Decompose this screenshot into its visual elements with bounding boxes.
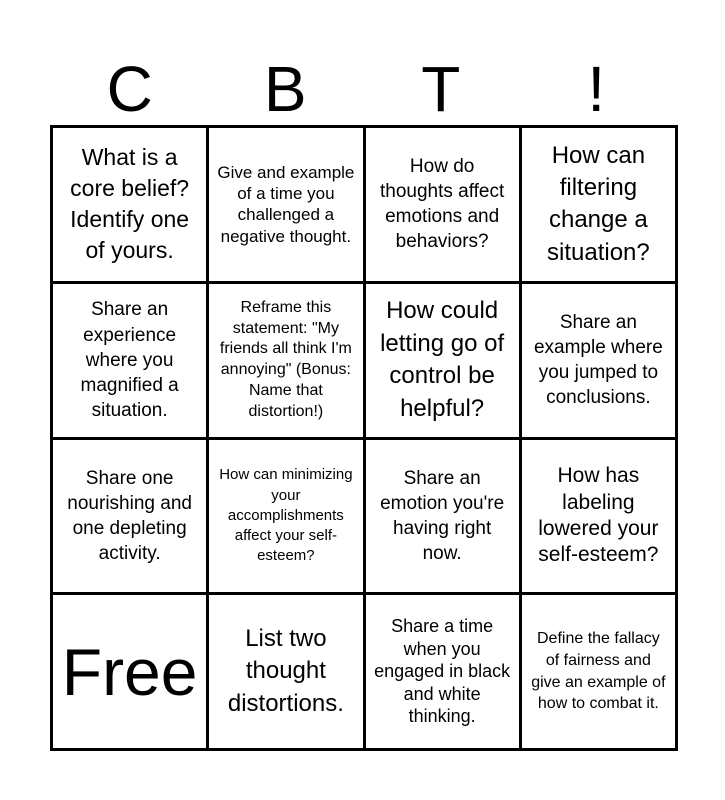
cell-text: How has labeling lowered your self-esteem? xyxy=(538,464,659,567)
bingo-cell-r2c3[interactable] xyxy=(366,284,519,437)
header-letter-exclamation: ! xyxy=(587,53,606,125)
free-space-label: Free xyxy=(61,634,198,709)
bingo-cell-r2c2[interactable] xyxy=(209,284,362,437)
header-letter-b: B xyxy=(263,53,307,125)
cell-text: Share an example where you jumped to conclusions. xyxy=(533,311,663,409)
header-letter-c: C xyxy=(106,53,153,125)
header-letter-t: T xyxy=(421,53,461,125)
bingo-cell-r3c2[interactable] xyxy=(209,440,362,593)
bingo-cell-r1c1[interactable] xyxy=(53,128,206,281)
bingo-cell-r1c3[interactable] xyxy=(366,128,519,281)
bingo-cell-r4c3[interactable] xyxy=(366,595,519,748)
cell-text: List two thought distortions. xyxy=(227,625,344,717)
bingo-board xyxy=(50,125,678,751)
cell-text: Reframe this statement: "My friends all think I'm annoying" (Bonus: Name that distortion!) xyxy=(219,298,352,420)
bingo-cell-r1c4[interactable] xyxy=(522,128,675,281)
cell-text: How do thoughts affect emotions and behaviors? xyxy=(379,156,505,253)
cell-text: Share an emotion you're having right now. xyxy=(380,467,505,564)
cell-text: How could letting go of control be helpful? xyxy=(380,297,505,422)
cell-text: Share an experience where you magnified a situation. xyxy=(80,299,179,421)
bingo-cell-r4c4[interactable] xyxy=(522,595,675,748)
bingo-cell-r3c1[interactable] xyxy=(53,440,206,593)
bingo-cell-free[interactable] xyxy=(53,595,206,748)
cell-text: Give and example of a time you challenged a negative thought. xyxy=(217,162,355,246)
cell-text: Share a time when you engaged in black and white thinking. xyxy=(374,616,511,727)
cell-text: How can minimizing your accomplishments affect your self-esteem? xyxy=(219,466,353,565)
cell-text: Share one nourishing and one depleting activity. xyxy=(67,467,192,564)
cell-text: Define the fallacy of fairness and give an example of how to combat it. xyxy=(531,630,666,713)
cell-text: What is a core belief? Identify one of yours. xyxy=(70,144,190,264)
bingo-cell-r4c2[interactable] xyxy=(209,595,362,748)
bingo-cell-r2c1[interactable] xyxy=(53,284,206,437)
bingo-header xyxy=(52,52,674,126)
bingo-cell-r2c4[interactable] xyxy=(522,284,675,437)
bingo-cell-r3c4[interactable] xyxy=(522,440,675,593)
cell-text: How can filtering change a situation? xyxy=(547,141,650,266)
bingo-cell-r3c3[interactable] xyxy=(366,440,519,593)
bingo-cell-r1c2[interactable] xyxy=(209,128,362,281)
